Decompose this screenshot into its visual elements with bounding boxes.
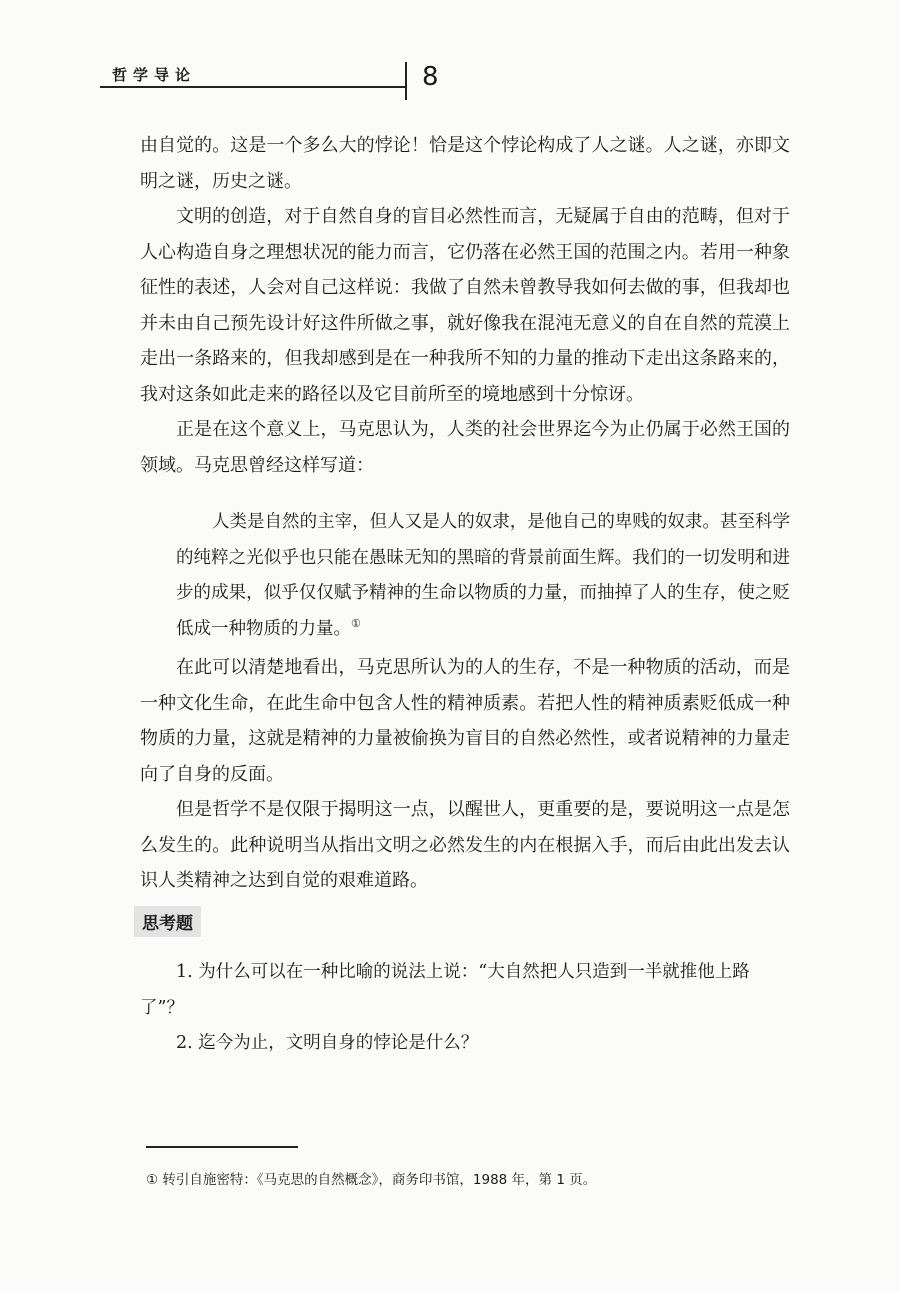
header-rule — [100, 86, 406, 88]
header-divider — [405, 62, 407, 100]
body-upper — [140, 128, 790, 483]
header-title: 哲学导论 — [112, 66, 197, 84]
paragraph-4: 在此可以清楚地看出，马克思所认为的人的生存，不是一种物质的活动，而是一种文化生命，在此生命中包含人性的精神质素。若把人性的精神质素贬低成一种物质的力量，这就是精神的力量被偷换为盲目的自然必然性，或者说精神的力量走向了自身的反面。 — [140, 657, 790, 785]
paragraph-1: 由自觉的。这是一个多么大的悖论！恰是这个悖论构成了人之谜。人之谜，亦即文明之谜，历史之谜。 — [140, 135, 790, 192]
paragraph-3: 正是在这个意义上，马克思认为，人类的社会世界迄今为止仍属于必然王国的领域。马克思曾经这样写道： — [140, 419, 790, 476]
page-number: 8 — [422, 62, 439, 92]
block-quote — [176, 505, 790, 647]
section-label-questions: 思考题 — [134, 906, 201, 937]
footnote: ① 转引自施密特：《马克思的自然概念》，商务印书馆，1988 年，第 1 页。 — [146, 1172, 597, 1188]
question-1: 1. 为什么可以在一种比喻的说法上说：“大自然把人只造到一半就推他上路了”？ — [140, 962, 750, 1018]
paragraph-2: 文明的创造，对于自然自身的盲目必然性而言，无疑属于自由的范畴，但对于人心构造自身之理想状况的能力而言，它仍落在必然王国的范围之内。若用一种象征性的表述，人会对自己这样说：我做了自然未曾教导我如何去做的事，但我却也并未由自己预先设计好这件所做之事，就好像我在混沌无意义的自在自然的荒漠上走出一条路来的，但我却感到是在一种我所不知的力量的推动下走出这条路来的，我对这条如此走来的路径以及它目前所至的境地感到十分惊讶。 — [140, 206, 790, 405]
paragraph-5: 但是哲学不是仅限于揭明这一点，以醒世人，更重要的是，要说明这一点是怎么发生的。此种说明当从指出文明之必然发生的内在根据入手，而后由此出发去认识人类精神之达到自觉的艰难道路。 — [140, 799, 790, 891]
footnote-rule — [146, 1146, 298, 1148]
quote-text: 人类是自然的主宰，但人又是人的奴隶，是他自己的卑贱的奴隶。甚至科学的纯粹之光似乎也只能在愚昧无知的黑暗的背景前面生辉。我们的一切发明和进步的成果，似乎仅仅赋予精神的生命以物质的力量，而抽掉了人的生存，使之贬低成一种物质的力量。 — [176, 512, 790, 639]
footnote-mark: ① — [351, 616, 361, 630]
running-header — [100, 58, 460, 104]
question-2: 2. 迄今为止，文明自身的悖论是什么？ — [176, 1033, 479, 1053]
question-list — [140, 955, 790, 1062]
body-lower — [140, 650, 790, 899]
